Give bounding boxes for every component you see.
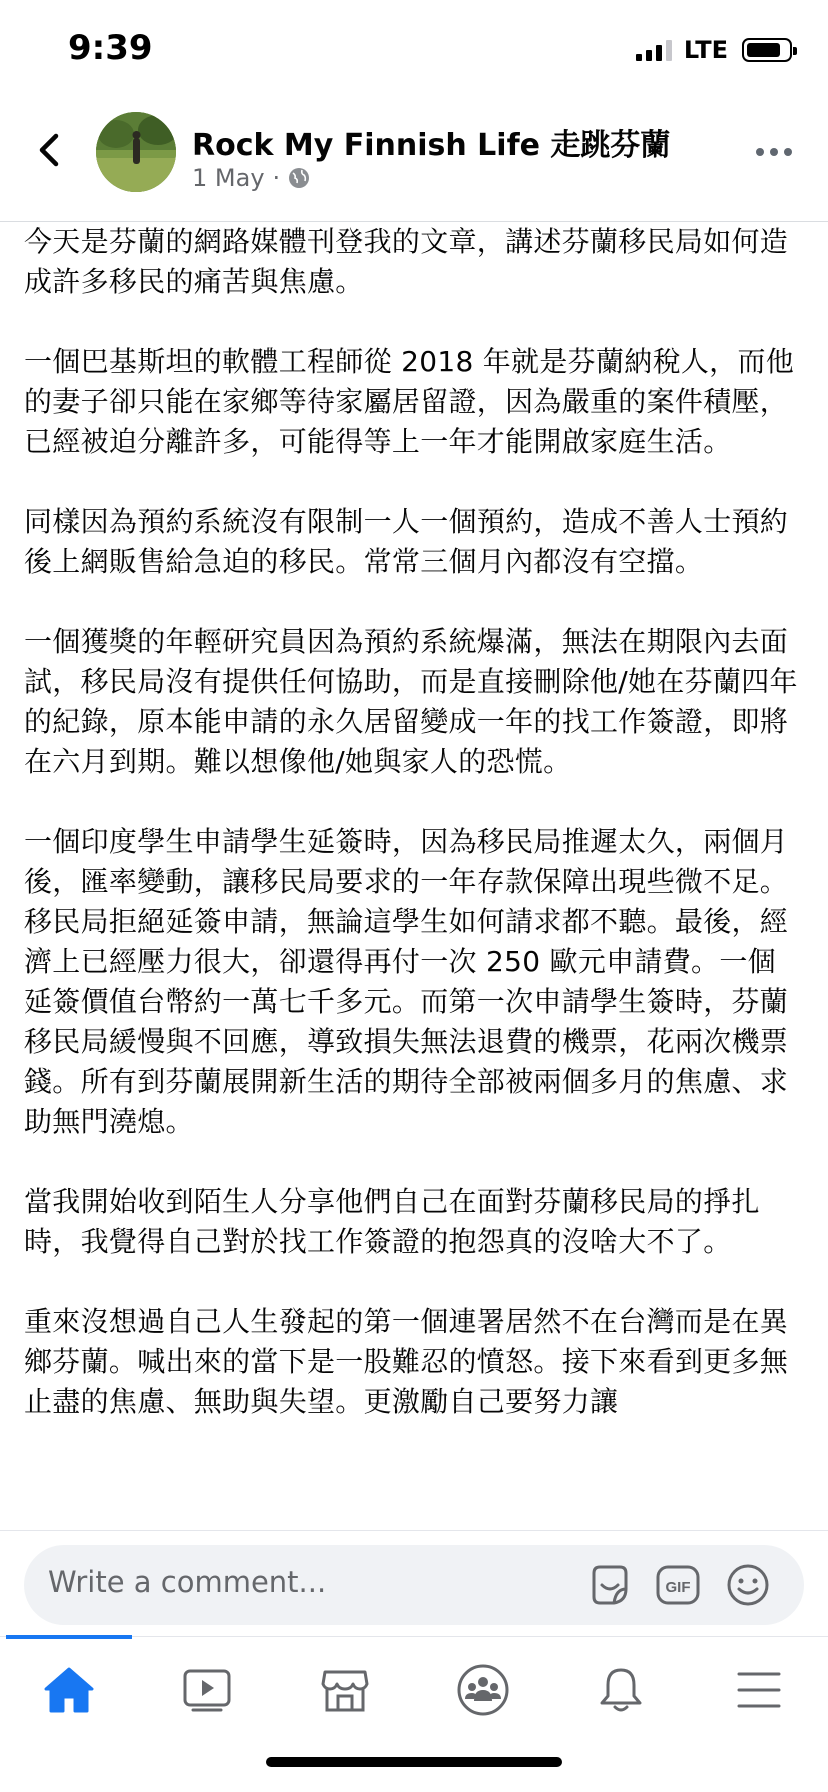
tab-notifications[interactable] [586, 1655, 656, 1725]
tab-groups[interactable] [448, 1655, 518, 1725]
post-paragraph: 一個巴基斯坦的軟體工程師從 2018 年就是芬蘭納稅人，而他的妻子卻只能在家鄉等待家屬居留證，因為嚴重的案件積壓，已經被迫分離許多，可能得等上一年才能開啟家庭生活。 [24, 345, 795, 458]
marketplace-icon [319, 1666, 371, 1714]
status-time: 9:39 [68, 28, 153, 68]
comment-input[interactable] [24, 1545, 804, 1625]
tab-home[interactable] [34, 1655, 104, 1725]
signal-icon [636, 39, 672, 61]
avatar[interactable] [96, 112, 176, 192]
more-dot-icon [770, 148, 778, 156]
more-dot-icon [756, 148, 764, 156]
active-tab-indicator [6, 1635, 132, 1639]
more-options-button[interactable] [756, 148, 792, 156]
comment-bar [0, 1530, 828, 1636]
tab-marketplace[interactable] [310, 1655, 380, 1725]
notifications-icon [597, 1665, 645, 1715]
back-button[interactable] [30, 130, 70, 170]
video-icon [181, 1666, 233, 1714]
meta-separator: · [272, 164, 281, 192]
chevron-left-icon [30, 130, 70, 170]
status-indicators [636, 36, 792, 64]
bottom-nav [0, 1636, 828, 1792]
status-bar [0, 0, 828, 100]
home-indicator[interactable] [266, 1757, 562, 1767]
groups-icon [456, 1663, 510, 1717]
network-label: LTE [683, 36, 728, 64]
gif-label: GIF [665, 1579, 691, 1596]
post-date[interactable]: 1 May [192, 164, 265, 192]
post-paragraph: 一個獲獎的年輕研究員因為預約系統爆滿，無法在期限內去面試，移民局沒有提供任何協助，而是直接刪除他/她在芬蘭四年的紀錄，原本能申請的永久居留變成一年的找工作簽證，即將在六月到期。難以想像他/她與家人的恐慌。 [24, 625, 798, 778]
post-paragraph: 重來沒想過自己人生發起的第一個連署居然不在台灣而是在異鄉芬蘭。喊出來的當下是一股難忍的憤怒。接下來看到更多無止盡的焦慮、無助與失望。更激勵自己要努力讓 [24, 1305, 789, 1418]
post-paragraph: 當我開始收到陌生人分享他們自己在面對芬蘭移民局的掙扎時，我覺得自己對於找工作簽證的抱怨真的沒啥大不了。 [24, 1185, 760, 1258]
post-meta [192, 164, 310, 192]
post-paragraph: 同樣因為預約系統沒有限制一人一個預約，造成不善人士預約後上網販售給急迫的移民。常常三個月內都沒有空擋。 [24, 505, 789, 578]
battery-icon [742, 38, 792, 62]
menu-icon [735, 1668, 783, 1712]
post-paragraph: 今天是芬蘭的網路媒體刊登我的文章，講述芬蘭移民局如何造成許多移民的痛苦與焦慮。 [24, 225, 789, 298]
tab-video[interactable] [172, 1655, 242, 1725]
sticker-icon[interactable] [586, 1561, 634, 1609]
tab-menu[interactable] [724, 1655, 794, 1725]
home-icon [43, 1666, 95, 1714]
page-title[interactable]: Rock My Finnish Life 走跳芬蘭 [192, 128, 671, 163]
post-paragraph: 一個印度學生申請學生延簽時，因為移民局推遲太久，兩個月後，匯率變動，讓移民局要求的一年存款保障出現些微不足。移民局拒絕延簽申請，無論這學生如何請求都不聽。最後，經濟上已經壓力很大，卻還得再付一次 250 歐元申請費。一個延簽價值台幣約一萬七千多元。而第一次申請學生簽時，芬蘭移民局緩慢與不回應，導致損失無法退費的機票，花兩次機票錢。所有到芬蘭展開新生活的期待全部被兩個多月的焦慮、求助無門澆熄。 [24, 825, 789, 1138]
comment-placeholder: Write a comment... [48, 1565, 327, 1599]
post-header [0, 100, 828, 222]
post-body [0, 222, 828, 1530]
more-dot-icon [784, 148, 792, 156]
gif-icon[interactable] [654, 1561, 702, 1609]
emoji-icon[interactable] [724, 1561, 772, 1609]
globe-icon [288, 167, 310, 189]
